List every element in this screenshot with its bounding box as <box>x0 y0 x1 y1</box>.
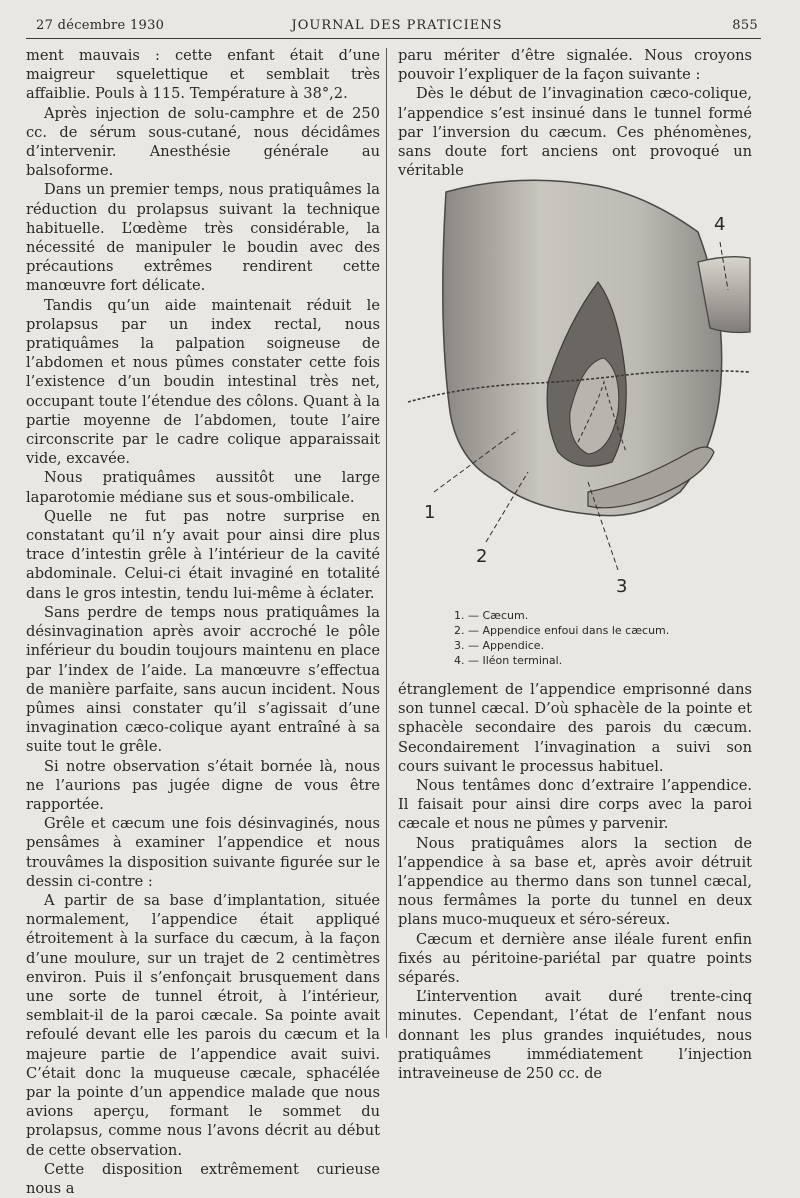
paragraph: ment mauvais : cette enfant était d’une maigreur squelettique et semblait très affaiblie. Pouls à 115. Température à 38°,2. <box>26 47 380 103</box>
paragraph: Nous pratiquâmes aussitôt une large laparotomie médiane sus et sous-ombilicale. <box>26 469 380 506</box>
running-header <box>36 14 758 38</box>
paragraph: Cette disposition extrêmement curieuse nous a <box>26 1160 380 1197</box>
right-column-top <box>398 46 752 180</box>
legend-item: 4. — Iléon terminal. <box>454 654 563 667</box>
paragraph: paru mériter d’être signalée. Nous croyons pouvoir l’expliquer de la façon suivante : <box>398 47 752 84</box>
journal-title: JOURNAL DES PRATICIENS <box>291 18 503 33</box>
column-divider <box>386 48 387 1038</box>
legend-item: 2. — Appendice enfoui dans le cæcum. <box>454 624 670 637</box>
legend-item: 3. — Appendice. <box>454 639 545 652</box>
anatomical-illustration <box>398 162 756 610</box>
paragraph: Dans un premier temps, nous pratiquâmes la réduction du prolapsus suivant la technique habituelle. L’œdème très considérable, la nécessité de manipuler le boudin avec des précautions extrêmes rendirent cette manœuvre fort délicate. <box>26 181 380 295</box>
label-2: 2 <box>476 546 488 567</box>
header-rule <box>26 38 761 39</box>
left-column <box>26 46 380 1198</box>
paragraph: Grêle et cæcum une fois désinvaginés, nous pensâmes à examiner l’appendice et nous trouvâmes la disposition suivante figurée sur le dessin ci-contre : <box>26 815 380 890</box>
paragraph: Cæcum et dernière anse iléale furent enfin fixés au péritoine-pariétal par quatre points séparés. <box>398 930 752 987</box>
paragraph: Tandis qu’un aide maintenait réduit le prolapsus par un index rectal, nous pratiquâmes la palpation soigneuse de l’abdomen et nous pûmes constater cette fois l’existence d’un boudin intestinal très net, occupant toute l’étendue des côlons. Quant à la partie moyenne de l’abdomen, toute l’aire circonscrite par le cadre colique apparaissait vide, excavée. <box>26 296 380 468</box>
paragraph: L’intervention avait duré trente-cinq minutes. Cependant, l’état de l’enfant nous donnant les plus grandes inquiétudes, nous pratiquâmes immédiatement l’injection intraveineuse de 250 cc. de <box>398 988 752 1083</box>
right-column-bottom <box>398 680 752 1083</box>
figure-legend <box>454 608 669 668</box>
paragraph: Quelle ne fut pas notre surprise en constatant qu’il n’y avait pour ainsi dire plus trace d’intestin grêle à l’intérieur de la cavité abdominale. Celui-ci était invaginé en totalité dans le gros intestin, tendu lui-même à éclater. <box>26 507 380 602</box>
paragraph: Si notre observation s’était bornée là, nous ne l’aurions pas jugée digne de vous être rapportée. <box>26 757 380 813</box>
paragraph: Dès le début de l’invagination cæco-colique, l’appendice s’est insinué dans le tunnel formé par l’inversion du cæcum. Ces phénomènes, sans doute fort anciens ont provoqué un véritable <box>398 85 752 180</box>
header-date: 27 décembre 1930 <box>36 18 165 33</box>
paragraph: étranglement de l’appendice emprisonné dans son tunnel cæcal. D’où sphacèle de la pointe et sphacèle secondaire des parois du cæcum. Secondairement l’invagination a suivi son cours suivant le processus habituel. <box>398 681 752 775</box>
paragraph: Nous tentâmes donc d’extraire l’appendice. Il faisait pour ainsi dire corps avec la paroi cæcale et nous ne pûmes y parvenir. <box>398 777 752 833</box>
label-1: 1 <box>424 502 436 523</box>
paragraph: Sans perdre de temps nous pratiquâmes la désinvagination après avoir accroché le pôle inférieur du boudin toujours maintenu en place par l’index de l’aide. La manœuvre s’effectua de manière parfaite, sans aucun incident. Nous pûmes ainsi constater qu’il s’agissait d’une invagination cæco-colique ayant entraîné à sa suite tout le grêle. <box>26 603 380 756</box>
legend-item: 1. — Cæcum. <box>454 609 529 622</box>
paragraph: A partir de sa base d’implantation, située normalement, l’appendice était appliqué étroitement à la surface du cæcum, à la façon d’une moulure, sur un trajet de 2 centimètres environ. Puis il s’enfonçait brusquement dans une sorte de tunnel étroit, à l’intérieur, semblait-il de la paroi cæcale. Sa pointe avait refoulé devant elle les parois du cæcum et la majeure partie de l’appendice avait suivi. C’était donc la muqueuse cæcale, sphacélée par la pointe d’un appendice malade que nous avions aperçu, formant le sommet du prolapsus, comme nous l’avons décrit au début de cette observation. <box>26 891 380 1159</box>
label-3: 3 <box>616 576 628 597</box>
page-number: 855 <box>732 18 758 33</box>
paragraph: Nous pratiquâmes alors la section de l’appendice à sa base et, après avoir détruit l’appendice au thermo dans son tunnel cæcal, nous fermâmes la porte du tunnel en deux plans muco-muqueux et séro-séreux. <box>398 834 752 929</box>
label-4: 4 <box>714 214 726 235</box>
paragraph: Après injection de solu-camphre et de 250 cc. de sérum sous-cutané, nous décidâmes d’intervenir. Anesthésie générale au balsoforme. <box>26 104 380 180</box>
cecum-drawing <box>398 162 756 610</box>
